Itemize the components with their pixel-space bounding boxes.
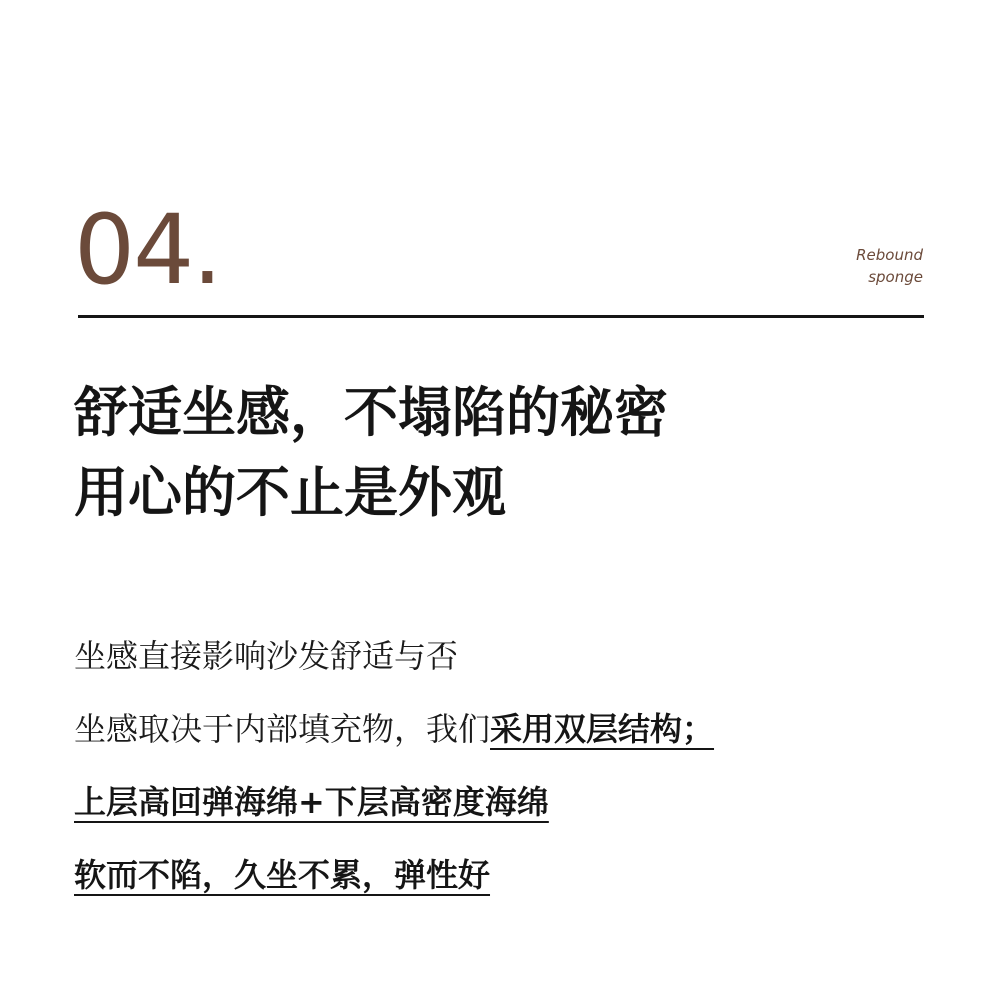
body-line-2-emphasis: 采用双层结构； [490,710,715,748]
headline [74,373,668,533]
body-line-3 [74,766,714,839]
tagline-line-1: Rebound [856,246,923,264]
section-number: 04. [74,194,221,306]
body-line-4-emphasis: 软而不陷，久坐不累，弹性好 [74,856,491,894]
body-text [74,620,714,912]
tagline-line-2: sponge [868,268,923,286]
headline-line-1: 舒适坐感，不塌陷的秘密 [74,381,668,444]
body-line-3-emphasis: 上层高回弹海绵+下层高密度海绵 [74,783,549,821]
body-line-2-plain: 坐感取决于内部填充物，我们 [74,710,491,748]
tagline [856,244,923,288]
body-line-2 [74,693,714,766]
body-line-1: 坐感直接影响沙发舒适与否 [74,637,459,675]
header-divider [78,315,924,318]
headline-line-2: 用心的不止是外观 [74,461,506,524]
body-line-4 [74,839,714,912]
